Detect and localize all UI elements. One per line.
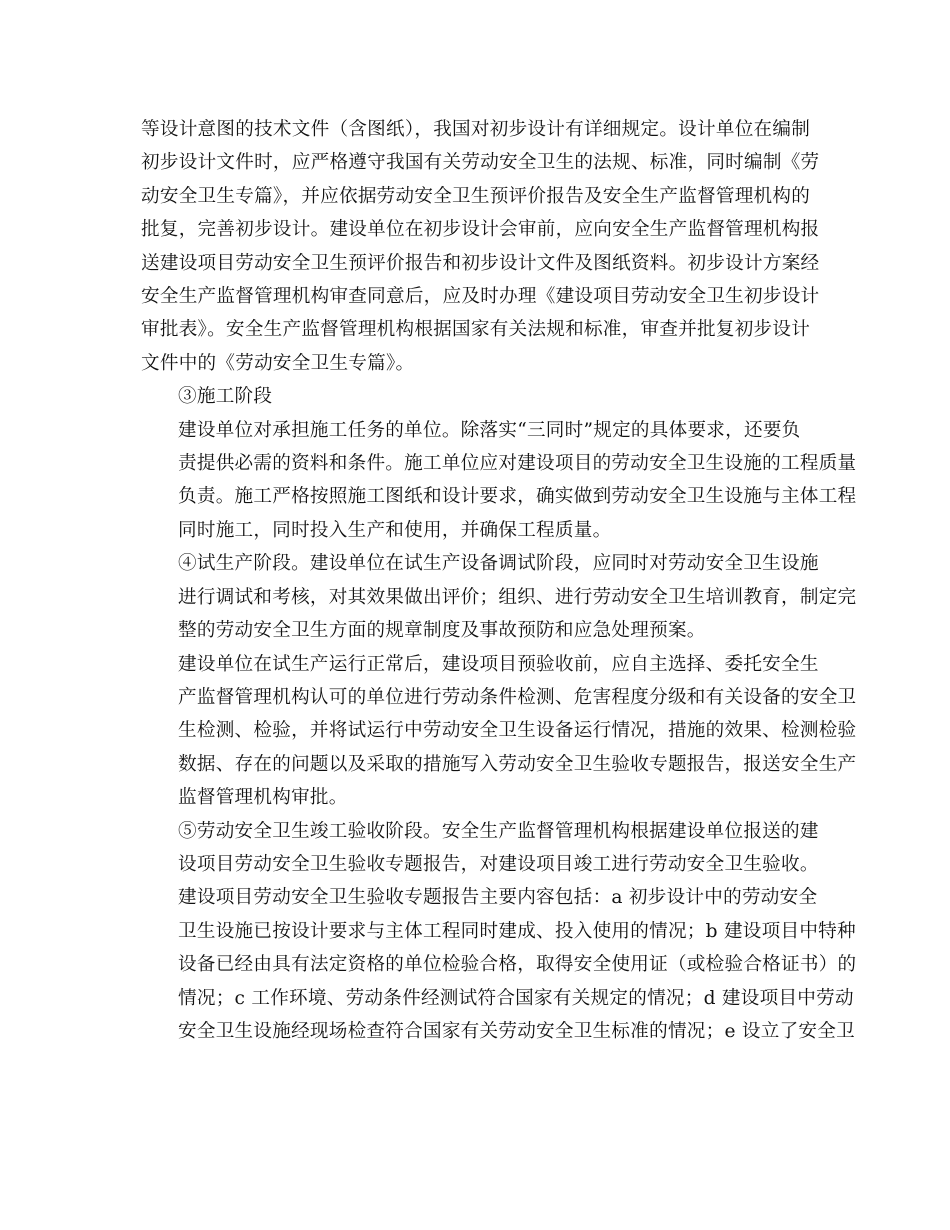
section-heading-construction bbox=[141, 380, 813, 413]
text-line: 等设计意图的技术文件（含图纸），我国对初步设计有详细规定。设计单位在编制 bbox=[141, 119, 811, 140]
text-line: 生检测、检验，并将试运行中劳动安全卫生设备运行情况，措施的效果、检测检验 bbox=[178, 720, 857, 742]
text-line: ④试生产阶段。建设单位在试生产设备调试阶段，应同时对劳动安全卫生设施 bbox=[178, 553, 819, 575]
text-line: 负责。施工严格按照施工图纸和设计要求，确实做到劳动安全卫生设施与主体工程 bbox=[178, 486, 857, 508]
text-line: 进行调试和考核，对其效果做出评价；组织、进行劳动安全卫生培训教育，制定完 bbox=[178, 586, 857, 608]
text-line: 建设单位对承担施工任务的单位。除落实“三同时”规定的具体要求，还要负 bbox=[178, 419, 801, 441]
text-line: 数据、存在的问题以及采取的措施写入劳动安全卫生验收专题报告，报送安全生产 bbox=[178, 753, 857, 775]
text-line: 情况；c 工作环境、劳动条件经测试符合国家有关规定的情况；d 建设项目中劳动 bbox=[178, 987, 854, 1009]
text-line: 责提供必需的资料和条件。施工单位应对建设项目的劳动安全卫生设施的工程质量 bbox=[178, 453, 857, 475]
text-line: 产监督管理机构认可的单位进行劳动条件检测、危害程度分级和有关设备的安全卫 bbox=[178, 686, 857, 708]
text-line: 整的劳动安全卫生方面的规章制度及事故预防和应急处理预案。 bbox=[178, 620, 706, 642]
text-line: 文件中的《劳动安全卫生专篇》。 bbox=[141, 352, 415, 374]
text-line: 监督管理机构审批。 bbox=[178, 787, 348, 809]
text-line: ⑤劳动安全卫生竣工验收阶段。安全生产监督管理机构根据建设单位报送的建 bbox=[178, 820, 819, 842]
text-line: 卫生设施已按设计要求与主体工程同时建成、投入使用的情况；b 建设项目中特种 bbox=[178, 920, 856, 942]
paragraph-pre-acceptance bbox=[141, 648, 857, 815]
text-line: 建设项目劳动安全卫生验收专题报告主要内容包括：a 初步设计中的劳动安全 bbox=[178, 887, 818, 909]
text-line: 动安全卫生专篇》，并应依据劳动安全卫生预评价报告及安全生产监督管理机构的 bbox=[141, 185, 811, 207]
paragraph-construction bbox=[141, 414, 857, 548]
text-line: 送建设项目劳动安全卫生预评价报告和初步设计文件及图纸资料。初步设计方案经 bbox=[141, 252, 820, 274]
text-line: 设项目劳动安全卫生验收专题报告，对建设项目竣工进行劳动安全卫生验收。 bbox=[178, 853, 819, 875]
paragraph-acceptance-report bbox=[141, 881, 857, 1048]
text-line: 审批表》。安全生产监督管理机构根据国家有关法规和标准，审查并批复初步设计 bbox=[141, 319, 811, 341]
text-line: 安全生产监督管理机构审查同意后，应及时办理《建设项目劳动安全卫生初步设计 bbox=[141, 286, 820, 308]
text-line: 建设单位在试生产运行正常后，建设项目预验收前，应自主选择、委托安全生 bbox=[178, 653, 819, 675]
text-line: 批复，完善初步设计。建设单位在初步设计会审前，应向安全生产监督管理机构报 bbox=[141, 219, 820, 241]
text-line: 安全卫生设施经现场检查符合国家有关劳动安全卫生标准的情况；e 设立了安全卫 bbox=[178, 1020, 855, 1042]
text-line: ③施工阶段 bbox=[178, 386, 273, 408]
paragraph-completion-acceptance bbox=[141, 815, 819, 882]
text-line: 同时施工，同时投入生产和使用，并确保工程质量。 bbox=[178, 519, 612, 541]
paragraph-preliminary-design bbox=[141, 113, 820, 380]
text-line: 初步设计文件时，应严格遵守我国有关劳动安全卫生的法规、标准，同时编制《劳 bbox=[141, 152, 820, 174]
document-body bbox=[141, 113, 857, 1048]
text-line: 设备已经由具有法定资格的单位检验合格，取得安全使用证（或检验合格证书）的 bbox=[178, 954, 857, 976]
paragraph-trial-production bbox=[141, 547, 857, 647]
